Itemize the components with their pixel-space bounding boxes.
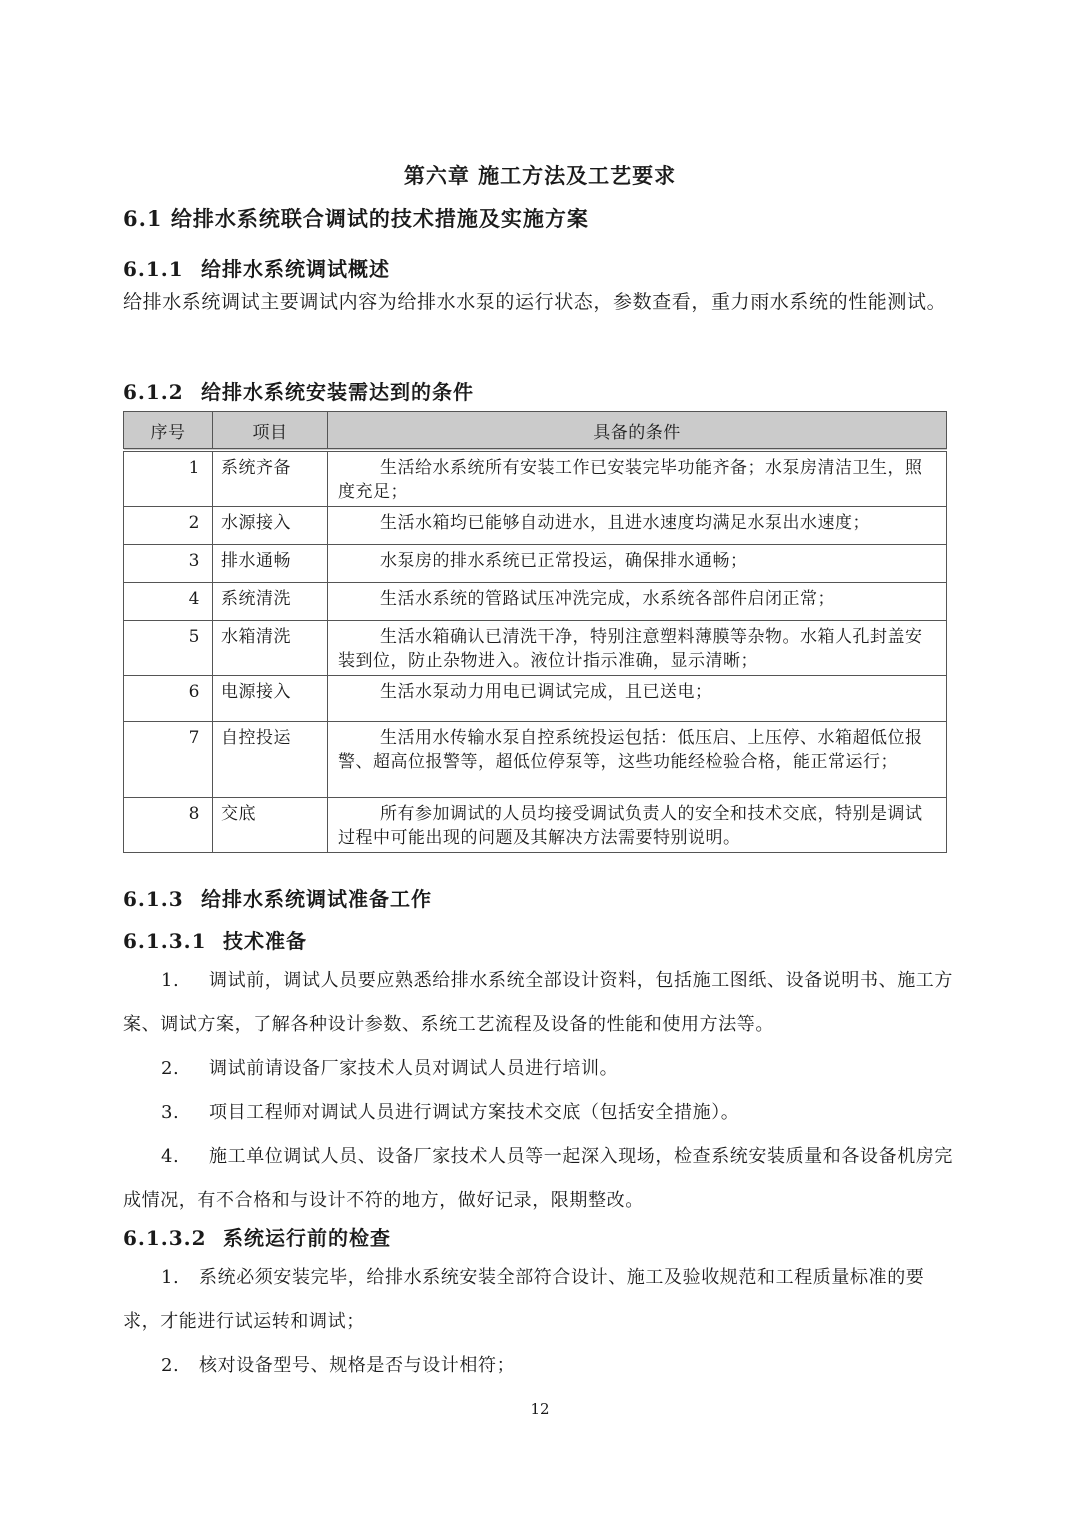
list-item	[123, 1344, 958, 1388]
cell-item: 交底	[213, 798, 328, 853]
list-item-number: 1.	[161, 970, 180, 991]
cell-no: 5	[124, 621, 213, 676]
cell-no: 2	[124, 507, 213, 545]
cell-no: 4	[124, 583, 213, 621]
list-item-number: 2.	[161, 1058, 180, 1079]
cell-no: 1	[124, 450, 213, 507]
table-row	[124, 621, 947, 676]
header-cell-no: 序号	[124, 412, 213, 451]
list-item-number: 1.	[161, 1267, 180, 1288]
list-item-text: 项目工程师对调试人员进行调试方案技术交底（包括安全措施）。	[209, 1102, 740, 1123]
section-number: 6.1.3.1	[123, 929, 207, 953]
cell-condition: 生活给水系统所有安装工作已安装完毕功能齐备；水泵房清洁卫生，照度充足；	[328, 450, 947, 507]
header-cell-item: 项目	[213, 412, 328, 451]
list-item-number: 2.	[161, 1355, 180, 1376]
conditions-table	[123, 411, 947, 853]
cell-condition: 水泵房的排水系统已正常投运，确保排水通畅；	[328, 545, 947, 583]
section-heading-6-1-1	[123, 253, 390, 282]
cell-condition: 生活水泵动力用电已调试完成，且已送电；	[328, 676, 947, 722]
list-item	[123, 959, 958, 1047]
section-heading-6-1-2	[123, 376, 474, 405]
cell-no: 6	[124, 676, 213, 722]
page-number: 12	[530, 1400, 550, 1418]
paragraph-6-1-1: 给排水系统调试主要调试内容为给排水水泵的运行状态，参数查看，重力雨水系统的性能测试。	[123, 291, 947, 313]
list-item	[123, 1047, 958, 1091]
cell-no: 8	[124, 798, 213, 853]
cell-condition: 所有参加调试的人员均接受调试负责人的安全和技术交底，特别是调试过程中可能出现的问题及其解决方法需要特别说明。	[328, 798, 947, 853]
list-item-text: 施工单位调试人员、设备厂家技术人员等一起深入现场，检查系统安装质量和各设备机房完成情况，有不合格和与设计不符的地方，做好记录，限期整改。	[123, 1146, 953, 1211]
cell-condition: 生活用水传输水泵自控系统投运包括：低压启、上压停、水箱超低位报警、超高位报警等，超低位停泵等，这些功能经检验合格，能正常运行；	[328, 722, 947, 798]
table-row	[124, 545, 947, 583]
list-item-text: 调试前请设备厂家技术人员对调试人员进行培训。	[209, 1058, 619, 1079]
list-item	[123, 1256, 958, 1344]
cell-item: 电源接入	[213, 676, 328, 722]
cell-item: 水源接入	[213, 507, 328, 545]
cell-item: 排水通畅	[213, 545, 328, 583]
section-number: 6.1.3.2	[123, 1226, 207, 1250]
section-title: 系统运行前的检查	[223, 1226, 391, 1250]
table-row	[124, 722, 947, 798]
cell-item: 系统齐备	[213, 450, 328, 507]
table-row	[124, 507, 947, 545]
cell-condition: 生活水箱确认已清洗干净，特别注意塑料薄膜等杂物。水箱人孔封盖安装到位，防止杂物进入。液位计指示准确，显示清晰；	[328, 621, 947, 676]
section-heading-6-1-3-1	[123, 925, 307, 954]
table-row	[124, 798, 947, 853]
list-item-text: 系统必须安装完毕，给排水系统安装全部符合设计、施工及验收规范和工程质量标准的要求，才能进行试运转和调试；	[123, 1267, 925, 1332]
list-item-number: 3.	[161, 1102, 180, 1123]
list-item-text: 核对设备型号、规格是否与设计相符；	[199, 1355, 516, 1376]
section-number: 6.1.2	[123, 380, 184, 404]
table-header-row	[124, 412, 947, 451]
section-title: 给排水系统调试概述	[201, 257, 390, 281]
section-heading-6-1: 6.1 给排水系统联合调试的技术措施及实施方案	[123, 206, 589, 231]
table-row	[124, 676, 947, 722]
section-number: 6.1.3	[123, 887, 184, 911]
list-item-number: 4.	[161, 1146, 180, 1167]
cell-item: 系统清洗	[213, 583, 328, 621]
cell-item: 水箱清洗	[213, 621, 328, 676]
table-row	[124, 450, 947, 507]
section-title: 给排水系统安装需达到的条件	[201, 380, 474, 404]
list-item-text: 调试前，调试人员要应熟悉给排水系统全部设计资料，包括施工图纸、设备说明书、施工方案、调试方案，了解各种设计参数、系统工艺流程及设备的性能和使用方法等。	[123, 970, 953, 1035]
list-item	[123, 1135, 958, 1223]
section-number: 6.1.1	[123, 257, 184, 281]
cell-no: 7	[124, 722, 213, 798]
section-title: 技术准备	[223, 929, 307, 953]
section-title: 给排水系统调试准备工作	[201, 887, 432, 911]
header-cell-condition: 具备的条件	[328, 412, 947, 451]
cell-item: 自控投运	[213, 722, 328, 798]
cell-no: 3	[124, 545, 213, 583]
section-heading-6-1-3-2	[123, 1222, 391, 1251]
chapter-title: 第六章 施工方法及工艺要求	[403, 163, 677, 188]
section-heading-6-1-3	[123, 883, 432, 912]
cell-condition: 生活水系统的管路试压冲洗完成，水系统各部件启闭正常；	[328, 583, 947, 621]
list-item	[123, 1091, 958, 1135]
table-row	[124, 583, 947, 621]
cell-condition: 生活水箱均已能够自动进水，且进水速度均满足水泵出水速度；	[328, 507, 947, 545]
